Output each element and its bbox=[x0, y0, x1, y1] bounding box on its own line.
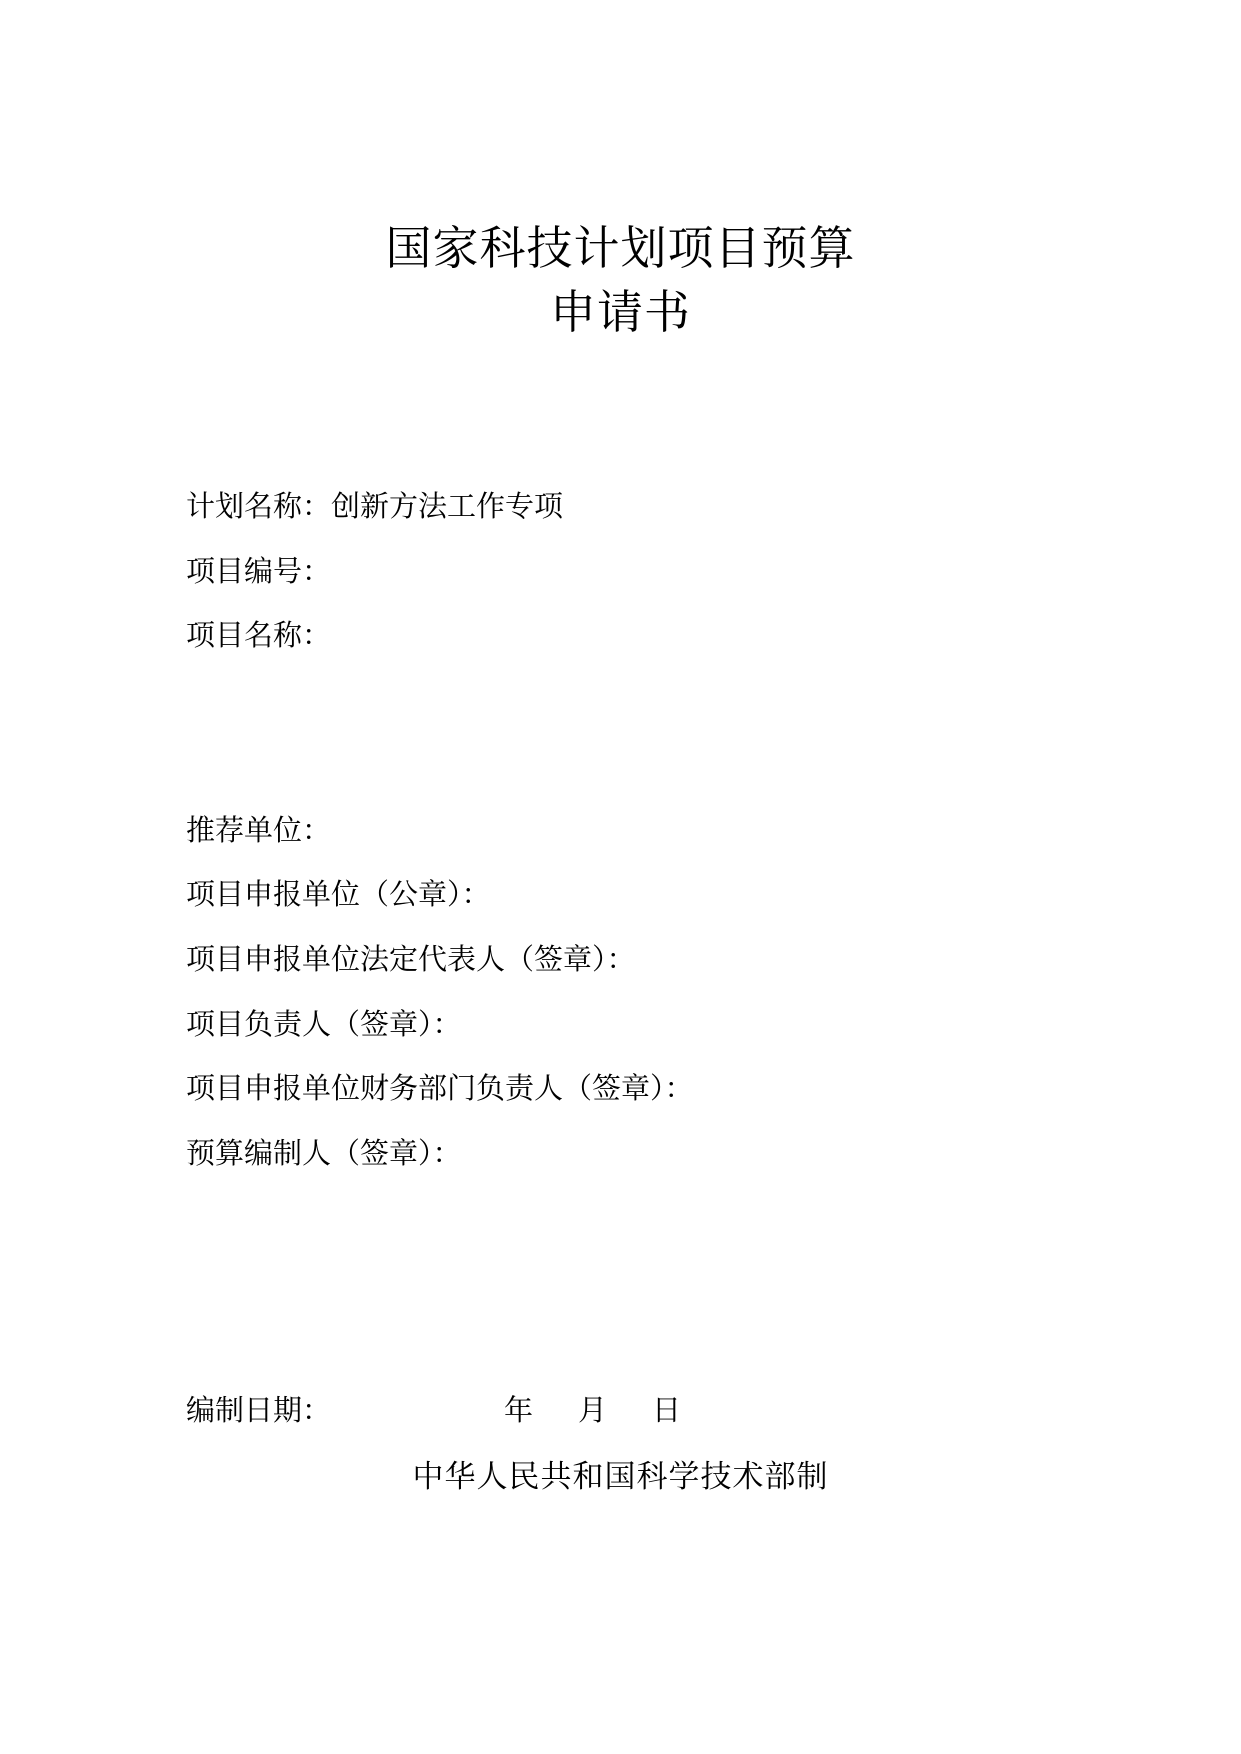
issuing-authority: 中华人民共和国科学技术部制 bbox=[412, 1459, 829, 1495]
applicant-unit-row bbox=[186, 874, 491, 914]
project-leader-row bbox=[186, 1004, 462, 1044]
budget-preparer-label: 预算编制人（签章）： bbox=[186, 1136, 462, 1170]
recommending-unit-row bbox=[186, 810, 331, 850]
project-leader-label: 项目负责人（签章）： bbox=[186, 1007, 462, 1041]
budget-preparer-row bbox=[186, 1133, 462, 1173]
document-title-line2: 申请书 bbox=[550, 285, 691, 339]
finance-head-row bbox=[186, 1068, 694, 1108]
legal-representative-label: 项目申报单位法定代表人（签章）： bbox=[186, 942, 636, 976]
date-day-unit: 日 bbox=[652, 1393, 682, 1427]
document-title-line1: 国家科技计划项目预算 bbox=[385, 221, 856, 275]
plan-name-value: 创新方法工作专项 bbox=[331, 489, 564, 523]
date-month-unit: 月 bbox=[578, 1393, 608, 1427]
date-year-unit: 年 bbox=[504, 1393, 534, 1427]
project-name-label: 项目名称： bbox=[186, 618, 332, 652]
legal-representative-row bbox=[186, 939, 636, 979]
plan-name-label: 计划名称： bbox=[186, 489, 332, 523]
project-number-label: 项目编号： bbox=[186, 554, 332, 588]
applicant-unit-label: 项目申报单位（公章）： bbox=[186, 877, 491, 911]
plan-name-row bbox=[186, 486, 563, 526]
recommending-unit-label: 推荐单位： bbox=[186, 813, 332, 847]
project-name-row bbox=[186, 615, 331, 655]
finance-head-label: 项目申报单位财务部门负责人（签章）： bbox=[186, 1071, 694, 1105]
project-number-row bbox=[186, 551, 331, 591]
date-label: 编制日期： bbox=[186, 1393, 332, 1427]
